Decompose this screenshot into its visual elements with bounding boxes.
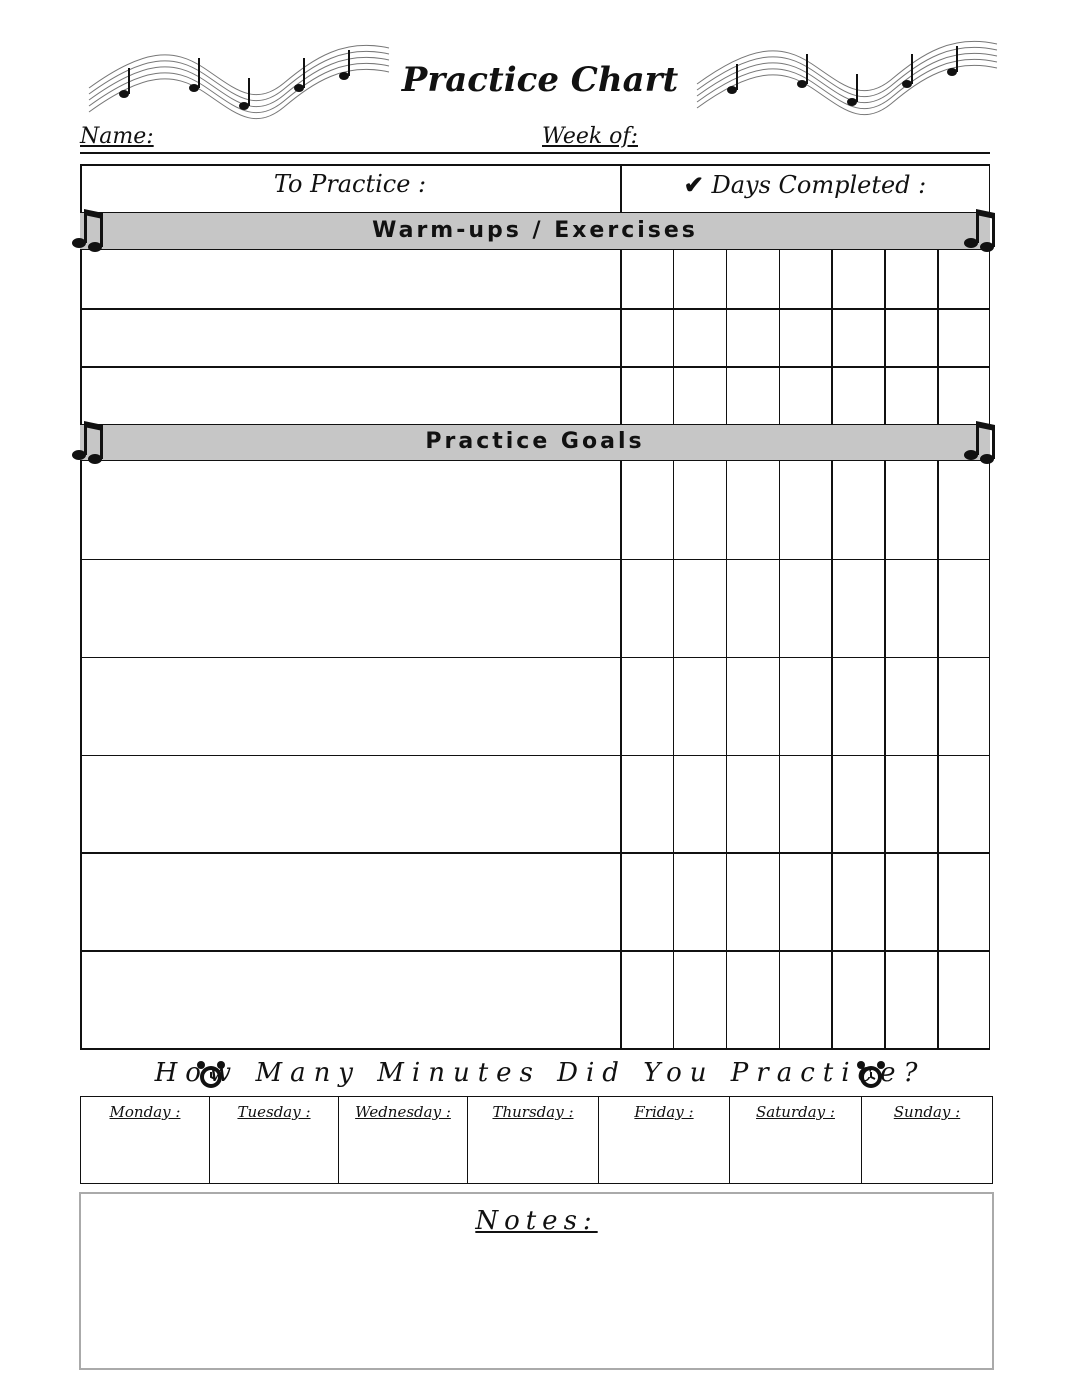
grid-left-border bbox=[80, 164, 82, 1048]
section-practice-goals bbox=[80, 424, 990, 461]
name-label: Name: bbox=[80, 124, 154, 149]
grid-bottom-border bbox=[80, 1048, 990, 1050]
minutes-table bbox=[80, 1096, 993, 1184]
day-column-divider bbox=[831, 250, 833, 424]
notes-label: Notes: bbox=[475, 1206, 598, 1236]
day-column-divider bbox=[779, 250, 781, 424]
music-note-icon bbox=[962, 205, 1002, 255]
music-note-icon bbox=[70, 205, 110, 255]
music-note-icon bbox=[70, 417, 110, 467]
header-divider bbox=[80, 152, 990, 154]
row-divider bbox=[80, 657, 990, 659]
day-cell-thursday[interactable]: Thursday : bbox=[468, 1097, 599, 1183]
music-note-icon bbox=[962, 417, 1002, 467]
week-of-label: Week of: bbox=[542, 124, 638, 149]
grid-top-border bbox=[80, 164, 990, 166]
notes-box[interactable] bbox=[79, 1192, 994, 1370]
day-column-divider bbox=[884, 250, 886, 424]
day-cell-sunday[interactable]: Sunday : bbox=[893, 1103, 961, 1121]
day-column-divider bbox=[673, 250, 675, 424]
section-practice-goals-label: Practice Goals bbox=[425, 429, 645, 454]
row-divider bbox=[80, 950, 990, 952]
grid-right-border bbox=[989, 164, 991, 1048]
day-column-divider bbox=[726, 250, 728, 424]
days-completed-label: Days Completed : bbox=[711, 171, 927, 199]
row-divider bbox=[80, 755, 990, 757]
day-cell-monday[interactable]: Monday : bbox=[81, 1097, 210, 1183]
column-divider-main bbox=[620, 250, 622, 424]
to-practice-header: To Practice : bbox=[273, 170, 427, 198]
row-divider bbox=[80, 366, 990, 368]
minutes-question: How Many Minutes Did You Practice? bbox=[154, 1058, 926, 1088]
check-icon: ✔ bbox=[683, 170, 704, 199]
day-cell-tuesday[interactable]: Tuesday : bbox=[210, 1097, 339, 1183]
day-column-divider bbox=[937, 250, 939, 424]
row-divider bbox=[80, 559, 990, 561]
row-divider bbox=[80, 308, 990, 310]
section-warmups-label: Warm-ups / Exercises bbox=[372, 218, 698, 243]
row-divider bbox=[80, 852, 990, 854]
days-completed-header bbox=[620, 170, 990, 199]
day-cell-saturday[interactable]: Saturday : bbox=[730, 1097, 862, 1183]
page-title: Practice Chart bbox=[401, 60, 679, 100]
day-cell-wednesday[interactable]: Wednesday : bbox=[339, 1097, 468, 1183]
day-cell-friday[interactable]: Friday : bbox=[599, 1097, 730, 1183]
section-warmups bbox=[80, 212, 990, 250]
